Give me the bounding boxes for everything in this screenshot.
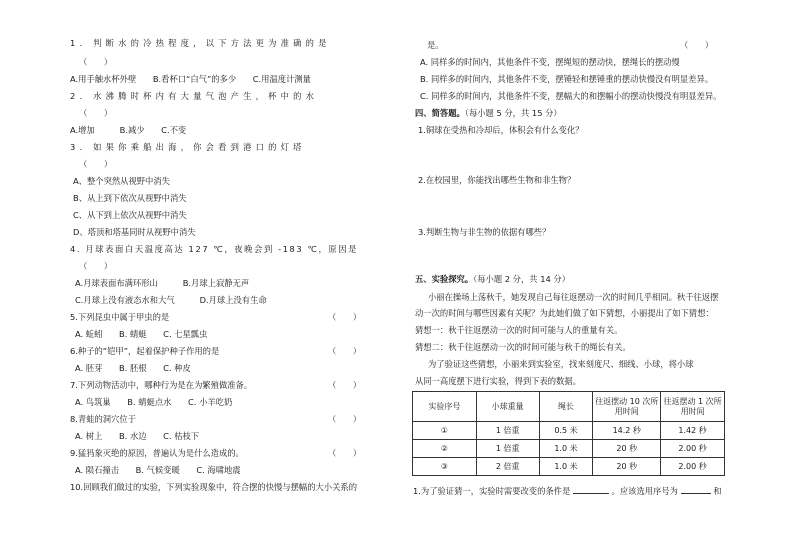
section-4-score: （每小题 5 分，共 15 分） (464, 108, 562, 118)
q1-answer-paren: （ ） (79, 57, 113, 67)
q5-stem: 5.下列昆虫中属于甲虫的是 (70, 312, 170, 322)
table-cell: 20 秒 (593, 440, 661, 458)
section-4-heading: 四、简答题。 (415, 108, 465, 118)
short-answer-3: 3.判断生物与非生物的依据有哪些？ (418, 227, 551, 237)
q9-stem: 9.猛犸象灭绝的原因，普遍认为是什么造成的。 (70, 448, 244, 458)
q1-options: A.用手触水杯外壁 B.看杯口“白气”的多少 C.用温度计测量 (70, 74, 311, 84)
q6-answer-paren: （ ） (328, 346, 362, 356)
table-cell: 14.2 秒 (593, 422, 661, 440)
q3-answer-paren: （ ） (79, 159, 113, 169)
q6-options: A. 胚芽 B. 胚根 C. 种皮 (75, 363, 191, 373)
table-header-row (413, 392, 725, 422)
experiment-data-table (412, 391, 725, 476)
experiment-paragraph-line-2: 动一次的时间与哪些因素有关呢？为此她们做了如下猜想，小丽提出了如下猜想： (415, 308, 714, 318)
q2-answer-paren: （ ） (79, 108, 113, 118)
table-row (413, 422, 725, 440)
experiment-q1-part-a: 1.为了验证猜一，实验时需要改变的条件是 (413, 486, 571, 496)
q7-stem: 7.下列动物活动中，哪种行为是在为繁殖做准备。 (70, 380, 253, 390)
q4-stem: 4. 月球表面白天温度高达 127 ℃，夜晚会到 -183 ℃，原因是 (70, 244, 359, 254)
q2-options: A.增加 B.减少 C.不变 (70, 125, 187, 135)
table-cell: 2.00 秒 (661, 458, 725, 476)
table-cell: 1.42 秒 (661, 422, 725, 440)
guess-2: 猜想二：秋千往返摆动一次的时间可能与秋千的绳长有关。 (415, 342, 631, 352)
table-header-cell: 实验序号 (413, 392, 477, 422)
section-5-header (415, 274, 570, 285)
q3-option-b: B、从上到下依次从视野中消失 (73, 193, 187, 203)
table-cell: ③ (413, 458, 477, 476)
table-cell: 1 倍重 (476, 422, 539, 440)
table-cell: 1.0 米 (539, 440, 593, 458)
table-cell: 20 秒 (593, 458, 661, 476)
q8-answer-paren: （ ） (328, 414, 362, 424)
section-4-header (415, 108, 562, 119)
section-5-score: （每小题 2 分，共 14 分） (473, 274, 571, 284)
q4-options-cd: C.月球上没有液态水和大气 D.月球上没有生命 (75, 295, 267, 305)
guess-1: 猜想一：秋千往返摆动一次的时间可能与人的重量有关。 (415, 325, 623, 335)
q10-answer-paren: （ ） (680, 40, 714, 50)
q8-stem: 8.青蛙的洞穴位于 (70, 414, 136, 424)
table-cell: 2.00 秒 (661, 440, 725, 458)
answer-blank[interactable] (681, 484, 711, 494)
experiment-question-1 (413, 484, 722, 497)
short-answer-2: 2.在校园里，你能找出哪些生物和非生物？ (418, 175, 576, 185)
table-header-cell: 往返摆动 1 次所用时间 (661, 392, 725, 422)
q3-option-c: C、从下到上依次从视野中消失 (73, 210, 187, 220)
experiment-paragraph-line-3: 为了验证这些猜想，小丽来到实验室，找来刻度尺、细线、小球，将小球 (428, 359, 694, 369)
q10-option-c: C. 同样多的时间内，其他条件不变，摆幅大的和摆幅小的摆动快慢没有明显差异。 (420, 91, 722, 101)
q10-stem-continued: 是。 (427, 40, 444, 50)
table-header-cell: 绳长 (539, 392, 593, 422)
table-cell: 1 倍重 (476, 440, 539, 458)
answer-blank[interactable] (573, 484, 609, 494)
q10-stem: 10.回顾我们做过的实验，下列实验现象中，符合摆的快慢与摆幅的大小关系的 (70, 482, 357, 492)
q9-answer-paren: （ ） (328, 448, 362, 458)
q5-answer-paren: （ ） (328, 312, 362, 322)
table-cell: 1.0 米 (539, 458, 593, 476)
q5-options: A. 蚯蚓 B. 蜻蜓 C. 七星瓢虫 (75, 329, 208, 339)
q3-option-a: A、整个突然从视野中消失 (73, 176, 170, 186)
table-cell: ① (413, 422, 477, 440)
q4-options-ab: A.月球表面布满环形山 B.月球上寂静无声 (75, 278, 250, 288)
q6-stem: 6.种子的“铠甲”，起着保护种子作用的是 (70, 346, 220, 356)
section-5-heading: 五、实验探究。 (415, 274, 474, 284)
experiment-q1-part-c: 和 (713, 486, 722, 496)
experiment-paragraph-line-4: 从同一高度摆下进行实验，得到下表的数据。 (415, 376, 581, 386)
table-cell: 0.5 米 (539, 422, 593, 440)
table-header-cell: 往返摆动 10 次所用时间 (593, 392, 661, 422)
table-header-cell: 小球重量 (476, 392, 539, 422)
q7-answer-paren: （ ） (328, 380, 362, 390)
q4-answer-paren: （ ） (79, 261, 113, 271)
q1-stem: 1. 判断水的冷热程度，以下方法更为准确的是 (70, 38, 331, 48)
table-row (413, 440, 725, 458)
q10-option-b: B. 同样多的时间内，其他条件不变，摆锤轻和摆锤重的摆动快慢没有明显差异。 (420, 74, 714, 84)
q3-stem: 3. 如果你乘船出海，你会看到港口的灯塔 (70, 142, 306, 152)
q9-options: A. 陨石撞击 B. 气候变暖 C. 海啸地震 (75, 465, 241, 475)
q8-options: A. 树上 B. 水边 C. 枯枝下 (75, 431, 200, 441)
q7-options: A. 鸟筑巢 B. 蜻蜓点水 C. 小羊吃奶 (75, 397, 233, 407)
table-cell: ② (413, 440, 477, 458)
q10-option-a: A. 同样多的时间内，其他条件不变，摆绳短的摆动快，摆绳长的摆动慢 (420, 57, 680, 67)
experiment-q1-part-b: 。应该选用序号为 (611, 486, 678, 496)
table-cell: 2 倍重 (476, 458, 539, 476)
experiment-paragraph-line-1: 小丽在操场上荡秋千，她发现自己每往返摆动一次的时间几乎相同。秋千往返摆 (428, 292, 719, 302)
q3-option-d: D、塔顶和塔基同时从视野中消失 (73, 227, 196, 237)
q2-stem: 2. 水沸腾时杯内有大量气泡产生，杯中的水 (70, 91, 319, 101)
short-answer-1: 1.铜球在受热和冷却后，体积会有什么变化？ (418, 125, 584, 135)
table-row (413, 458, 725, 476)
